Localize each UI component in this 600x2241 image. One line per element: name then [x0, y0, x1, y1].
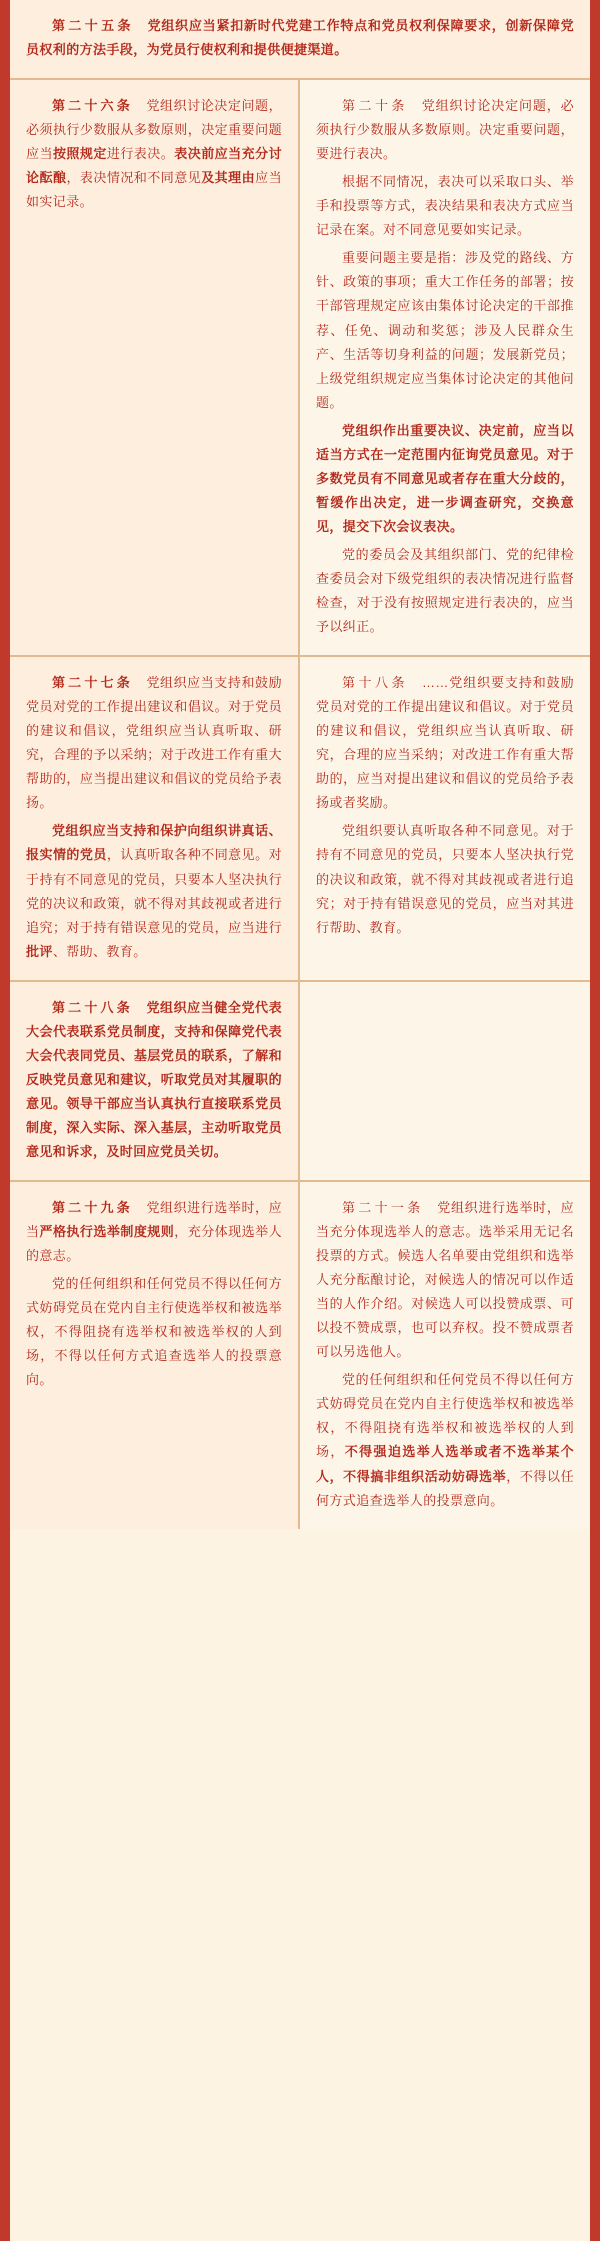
text-segment: ，表决情况和不同意见 — [66, 170, 202, 186]
new-regulation-cell — [10, 982, 300, 1180]
old-regulation-cell — [300, 80, 590, 655]
paragraph — [316, 1196, 574, 1364]
article-number: 第二十八条 — [52, 999, 133, 1015]
paragraph — [26, 671, 282, 815]
new-regulation-cell — [10, 1182, 300, 1529]
text-segment: 党组织应当紧扣新时代党建工作特点和党员权利保障要求，创新保障党员权利的方法手段，为党员行使权利和提供便捷渠道。 — [26, 18, 574, 58]
text-segment: 应当支持和保护向组织讲真话、报实情的党员 — [26, 823, 283, 863]
text-segment: 党组织讨论决定问题，必须执行少数服从多数原则，决定重要问题应当 — [26, 98, 282, 162]
text-segment: 应当如实记录。 — [26, 170, 282, 210]
paragraph — [26, 996, 282, 1164]
text-segment: 根据不同情况，表决可以采取口头、举手和投票等方式，表决结果和表决方式应当记录在案。对不同意见要如实记录。 — [316, 174, 574, 238]
text-segment: 党组织进行选举时，应当 — [26, 1200, 282, 1240]
text-segment: 党组织讨论决定问题，必须执行少数服从多数原则。决定重要问题，要进行表决。 — [316, 98, 574, 162]
new-regulation-cell — [10, 80, 300, 655]
text-segment: 党的任何组织和任何党员不得以任何方式妨碍党员在党内自主行使选举权和被选举权，不得阻挠有选举权和被选举权的人到场，不得以任何方式追查选举人的投票意向。 — [26, 1276, 282, 1388]
paragraph — [316, 170, 574, 242]
paragraph — [26, 14, 574, 62]
text-segment: 重要问题主要是指：涉及党的路线、方针、政策的事项；重大工作任务的部署；按干部管理规定应该由集体讨论决定的干部推荐、任免、调动和奖惩；涉及人民群众生产、生活等切身利益的问题；发展新党员；上级党组织规定应当集体讨论决定的其他问题。 — [316, 250, 574, 410]
new-regulation-cell — [10, 657, 300, 980]
text-segment: 不得强迫选举人选举或者不选举某个人，不得搞非组织活动妨碍选举 — [316, 1444, 574, 1484]
paragraph — [26, 94, 282, 214]
paragraph — [26, 819, 282, 963]
table-row — [10, 1182, 590, 1529]
text-segment: 党的任何组织和任何党员不得以任何方式妨碍党员在党内自主行使选举权和被选举权，不得阻挠有选举权和被选举权的人到场， — [316, 1372, 574, 1460]
text-segment: 按照规定 — [52, 146, 107, 162]
text-segment: ，认真听取各种不同意见。对于持有不同意见的党员，只要本人坚决执行党的决议和政策，就不得对其歧视或者进行追究；对于持有错误意见的党员，应当进行 — [26, 847, 283, 935]
article-number: 第二十条 — [342, 98, 408, 114]
text-segment: 党组织要认真听取各种不同意见。对于持有不同意见的党员，只要本人坚决执行党的决议和政策，就不得对其歧视或者进行追究；对于持有错误意见的党员，应当对其进行帮助、教育。 — [316, 823, 574, 935]
text-segment: ，充分体现选举人的意志。 — [26, 1224, 282, 1264]
paragraph — [316, 543, 574, 639]
paragraph — [316, 671, 574, 815]
old-regulation-cell — [300, 657, 590, 980]
comparison-table — [10, 0, 590, 1529]
article-number: 第二十七条 — [52, 675, 133, 691]
table-row — [10, 80, 590, 657]
text-segment: ，不得以任何方式追查选举人的投票意向。 — [316, 1468, 574, 1508]
old-regulation-cell — [300, 1182, 590, 1529]
text-segment: 、帮助、教育。 — [52, 943, 147, 959]
paragraph — [316, 246, 574, 414]
text-segment: 进行表决。 — [106, 146, 175, 162]
table-row — [10, 0, 590, 80]
paragraph — [26, 1272, 282, 1392]
text-segment: 党的委员会及其组织部门、党的纪律检查委员会对下级党组织的表决情况进行监督检查，对于没有按照规定进行表决的，应当予以纠正。 — [316, 546, 574, 635]
text-segment: 表决前应当充分讨论酝酿 — [26, 146, 282, 186]
old-regulation-cell — [300, 982, 590, 1180]
text-segment: 党组织作出重要决议、决定前，应当以适当方式在一定范围内征询党员意见。对于多数党员有不同意见或者存在重大分歧的，暂缓作出决定，进一步调查研究，交换意见，提交下次会议表决。 — [316, 422, 574, 534]
article-number: 第二十六条 — [52, 98, 133, 114]
article-number: 第二十五条 — [52, 18, 134, 33]
article-number: 第二十一条 — [342, 1200, 424, 1216]
article-number: 第二十九条 — [52, 1200, 133, 1216]
table-row — [10, 982, 590, 1182]
new-regulation-cell — [10, 0, 590, 78]
text-segment: ……党组织要支持和鼓励党员对党的工作提出建议和倡议。对于党员的建议和倡议，党组织应当认真听取、研究，合理的应当采纳；对改进工作有重大帮助的，应当对提出建议和倡议的党员给予表扬或者奖励。 — [316, 675, 574, 811]
paragraph — [316, 419, 574, 539]
text-segment: 严格执行选举制度规则 — [39, 1224, 175, 1240]
paragraph — [316, 819, 574, 939]
text-segment: 党组织应当支持和鼓励党员对党的工作提出建议和倡议。对于党员的建议和倡议，党组织应当认真听取、研究，合理的予以采纳；对于改进工作有重大帮助的，应当提出建议和倡议的党员给予表扬。 — [26, 675, 282, 811]
article-number: 第十八条 — [342, 675, 409, 691]
paragraph — [316, 1368, 574, 1512]
table-row — [10, 657, 590, 982]
paragraph — [26, 1196, 282, 1268]
paragraph — [316, 94, 574, 166]
text-segment: 党组织 — [52, 823, 93, 839]
text-segment: 党组织进行选举时，应当充分体现选举人的意志。选举采用无记名投票的方式。候选人名单要由党组织和选举人充分酝酿讨论，对候选人的情况可以作适当的人作介绍。对候选人可以投赞成票、可以投不赞成票，也可以弃权。投不赞成票者可以另选他人。 — [316, 1200, 574, 1360]
text-segment: 党组织应当健全党代表大会代表联系党员制度，支持和保障党代表大会代表同党员、基层党员的联系，了解和反映党员意见和建议，听取党员对其履职的意见。领导干部应当认真执行直接联系党员制度，深入实际、深入基层，主动听取党员意见和诉求，及时回应党员关切。 — [26, 999, 282, 1159]
text-segment: 及其理由 — [201, 170, 256, 186]
text-segment: 批评 — [26, 943, 53, 959]
